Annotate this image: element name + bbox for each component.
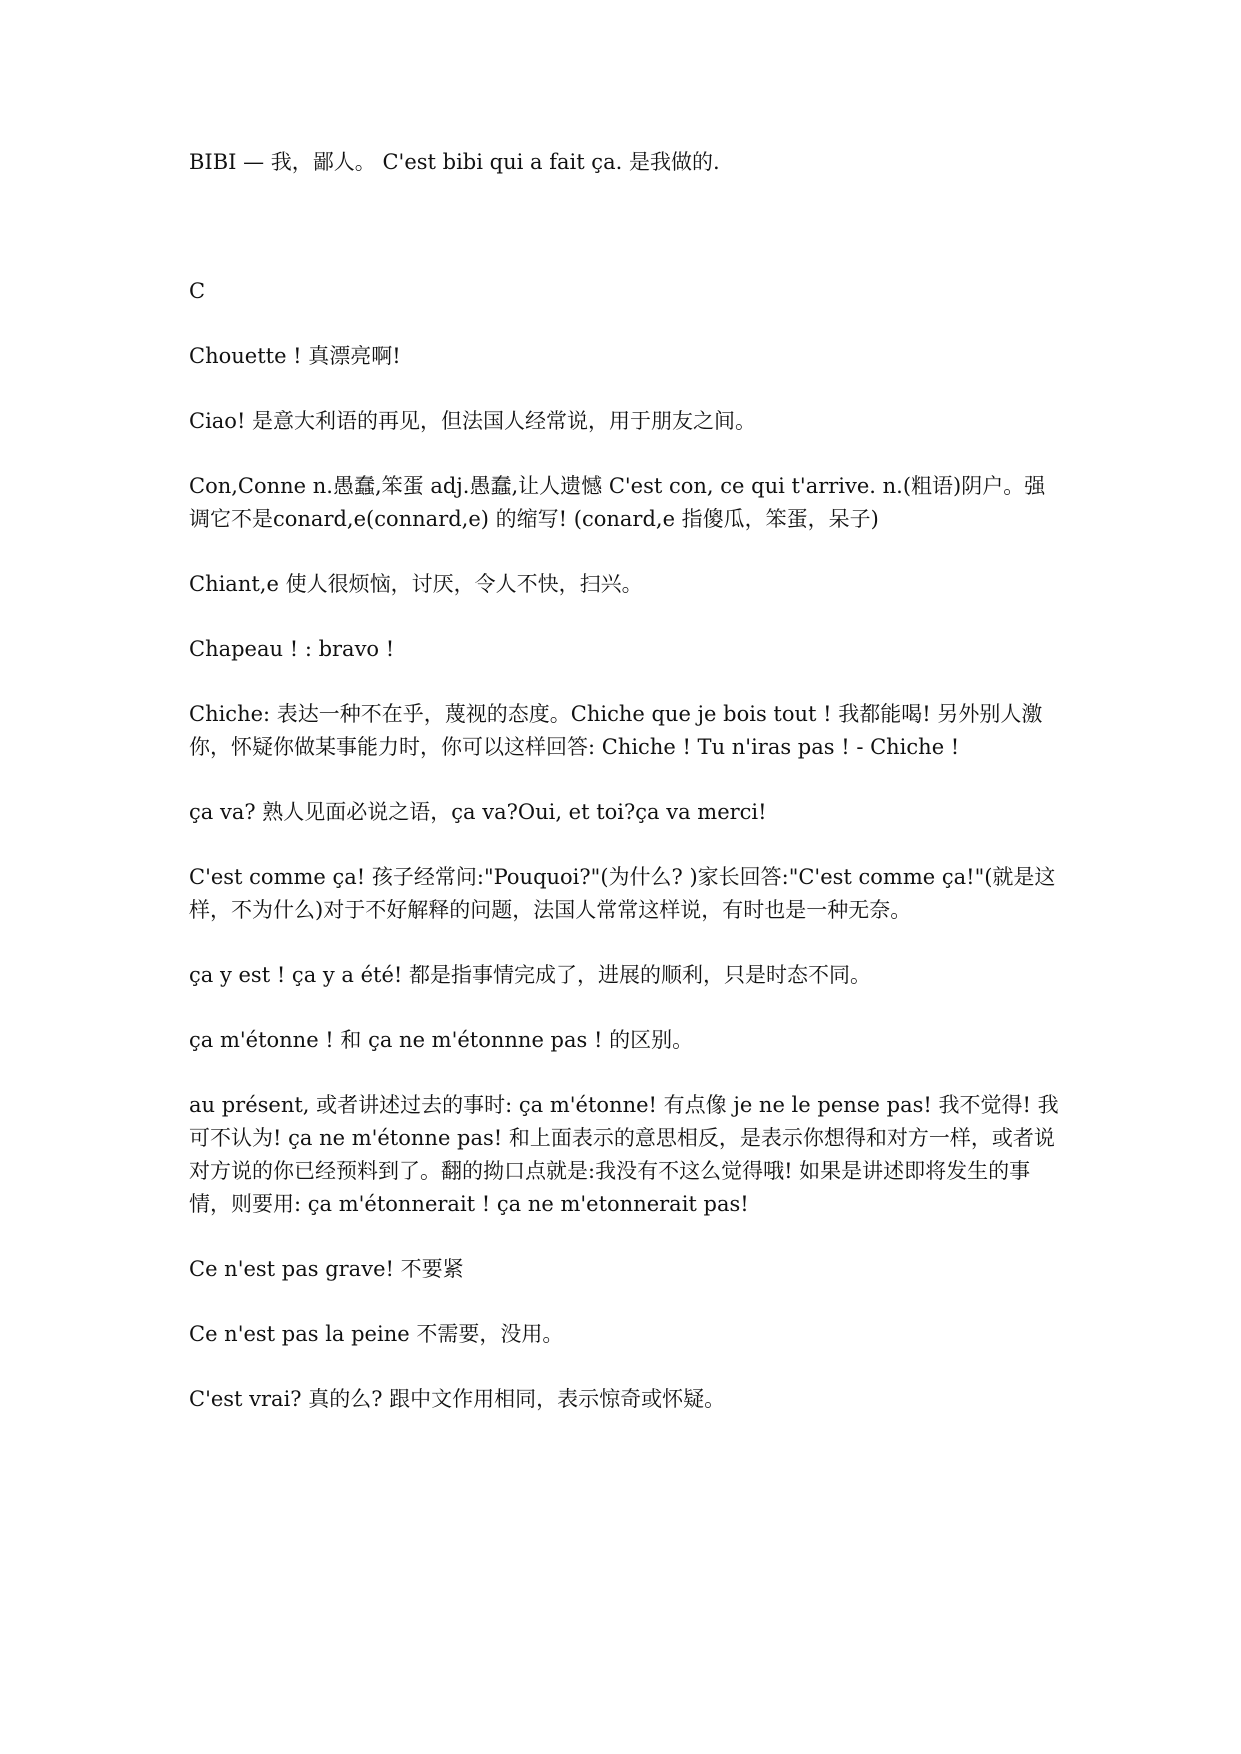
entry-ce-nest-pas-grave: Ce n'est pas grave! 不要紧: [189, 1257, 464, 1281]
entry-chiche: Chiche: 表达一种不在乎，蔑视的态度。Chiche que je bois tout ! 我都能喝! 另外别人激你，怀疑你做某事能力时，你可以这样回答: Chiche ! Tu n'iras pas ! - Chiche !: [189, 702, 1043, 759]
entry-con-conne: Con,Conne n.愚蠢,笨蛋 adj.愚蠢,让人遗憾 C'est con, ce qui t'arrive. n.(粗语)阴户。强调它不是conard,e(connard,e) 的缩写! (conard,e 指傻瓜，笨蛋，呆子): [189, 474, 1046, 531]
entry-ce-nest-pas-la-peine: Ce n'est pas la peine 不需要，没用。: [189, 1322, 564, 1346]
entry-chouette: Chouette ! 真漂亮啊!: [189, 344, 401, 368]
section-letter: C: [189, 279, 206, 303]
document-body: [189, 146, 1061, 1448]
entry-ca-metonne: ça m'étonne ! 和 ça ne m'étonnne pas ! 的区别。: [189, 1028, 694, 1052]
entry-ciao: Ciao! 是意大利语的再见，但法国人经常说，用于朋友之间。: [189, 409, 757, 433]
intro-line: BIBI — 我，鄙人。 C'est bibi qui a fait ça. 是我做的.: [189, 150, 720, 174]
entry-au-present: au présent, 或者讲述过去的事时: ça m'étonne! 有点像 je ne le pense pas! 我不觉得! 我可不认为! ça ne m'étonne pas! 和上面表示的意思相反，是表示你想得和对方一样，或者说对方说的你已经预料到了。翻的拗口点就是:我没有不这么觉得哦! 如果是讲述即将发生的事情，则要用: ça m'étonnerait ! ça ne m'etonnerait pas!: [189, 1093, 1059, 1216]
entry-cest-vrai: C'est vrai? 真的么? 跟中文作用相同，表示惊奇或怀疑。: [189, 1387, 726, 1411]
entry-cest-comme-ca: C'est comme ça! 孩子经常问:"Pouquoi?"(为什么? )家长回答:"C'est comme ça!"(就是这样，不为什么)对于不好解释的问题，法国人常常这样说，有时也是一种无奈。: [189, 865, 1056, 922]
entry-ca-va: ça va? 熟人见面必说之语，ça va?Oui, et toi?ça va merci!: [189, 800, 767, 824]
entry-chiant: Chiant,e 使人很烦恼，讨厌，令人不快，扫兴。: [189, 572, 643, 596]
entry-ca-y-est: ça y est ! ça y a été! 都是指事情完成了，进展的顺利，只是时态不同。: [189, 963, 872, 987]
entry-chapeau: Chapeau ! : bravo !: [189, 637, 395, 661]
